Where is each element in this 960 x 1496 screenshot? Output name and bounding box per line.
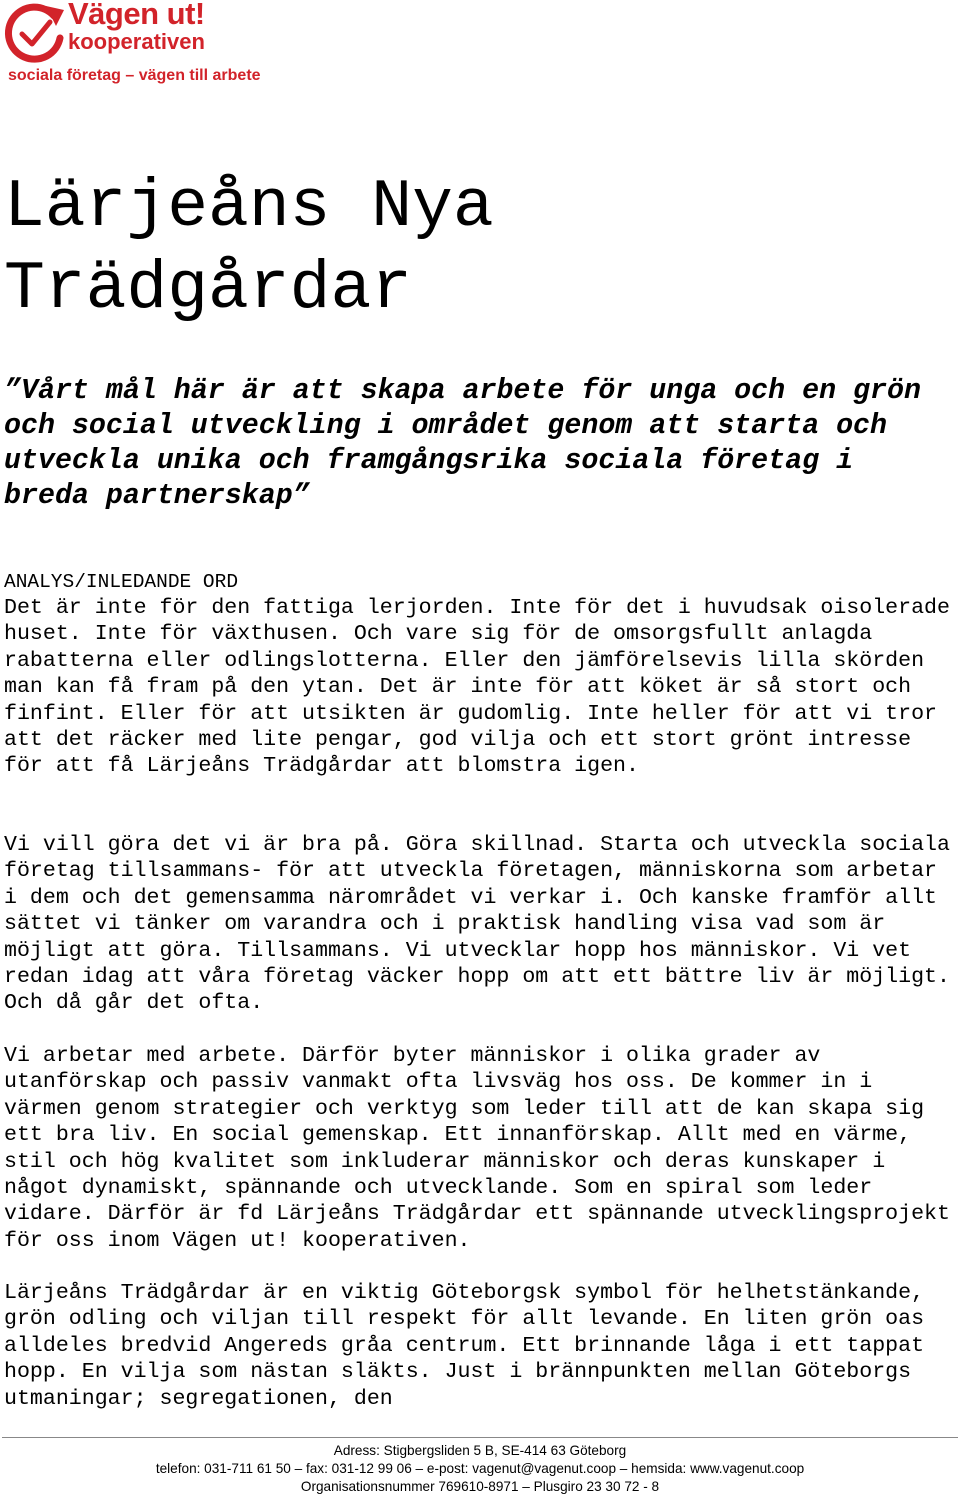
footer-org-number: Organisationsnummer 769610-8971 – Plusgiro 23 30 72 - 8 [300,1479,660,1494]
body-paragraph: Lärjeåns Trädgårdar är en viktig Göteborgsk symbol för helhetstänkande, grön odling och viljan till respekt för allt levande. En liten grön oas alldeles bredvid Angereds gråa centrum. Ett brinnande låga i ett tappat hopp. En vilja som nästan släkts. Just i brännpunkten mellan Göteborgs utmaningar; segregationen, den [4,1281,925,1411]
logo-tagline: sociala företag – vägen till arbete [8,67,261,84]
body-paragraph: Vi arbetar med arbete. Därför byter människor i olika grader av utanförskap och passiv vanmakt ofta livsväg hos oss. De kommer in i värmen genom strategier och verktyg som leder till att de kan skapa sig ett bra liv. En social gemenskap. Ett innanförskap. Allt med en värme, stil och hög kvalitet som inkluderar människor och deras kunskaper i något dynamiskt, spännande och utvecklande. Som en spiral som leder vidare. Därför är fd Lärjeåns Trädgårdar ett spännande utvecklingsprojekt för oss inom Vägen ut! kooperativen. [4,1044,950,1253]
footer-address: Adress: Stigbergsliden 5 B, SE-414 63 Göteborg [333,1443,627,1458]
footer-divider [2,1437,958,1438]
body-paragraph: Det är inte för den fattiga lerjorden. Inte för det i huvudsak oisolerade huset. Inte för växthusen. Och vare sig för de omsorgsfullt anlagda rabatterna eller odlingslotterna. Eller den jämförelsevis lilla skörden man kan få fram på den ytan. Det är inte för att köket är så stort och finfint. Eller för att utsikten är gudomlig. Inte heller för att vi tror att det räcker med lite pengar, god vilja och ett stort grönt intresse för att få Lärjeåns Trädgårdar att blomstra igen. [4,596,950,779]
body-paragraph: Vi vill göra det vi är bra på. Göra skillnad. Starta och utveckla sociala företag tillsammans- för att utveckla företagen, människorna som arbetar i dem och det gemensamma närområdet vi verkar i. Och kanske framför allt sättet vi tänker om varandra och i praktisk handling visa vad som är möjligt att göra. Tillsammans. Vi utvecklar hopp hos människor. Vi vet redan idag att våra företag väcker hopp om att ett bättre liv är möjligt. Och då går det ofta. [4,833,950,1016]
arrow-circle-icon [2,0,68,66]
logo-subtitle: kooperativen [68,29,205,54]
document-title: Lärjeåns Nya Trädgårdar [4,169,494,328]
logo-name: Vägen ut! [68,0,205,31]
vagen-ut-logo [2,0,260,92]
footer-contact: telefon: 031-711 61 50 – fax: 031-12 99 06 – e-post: vagenut@vagenut.coop – hemsida: www.vagenut.coop [155,1461,805,1476]
section-heading: ANALYS/INLEDANDE ORD [4,571,239,593]
mission-quote: ”Vårt mål här är att skapa arbete för unga och en grön och social utveckling i området genom att starta och utveckla unika och framgångsrika sociala företag i breda partnerskap” [4,375,921,512]
